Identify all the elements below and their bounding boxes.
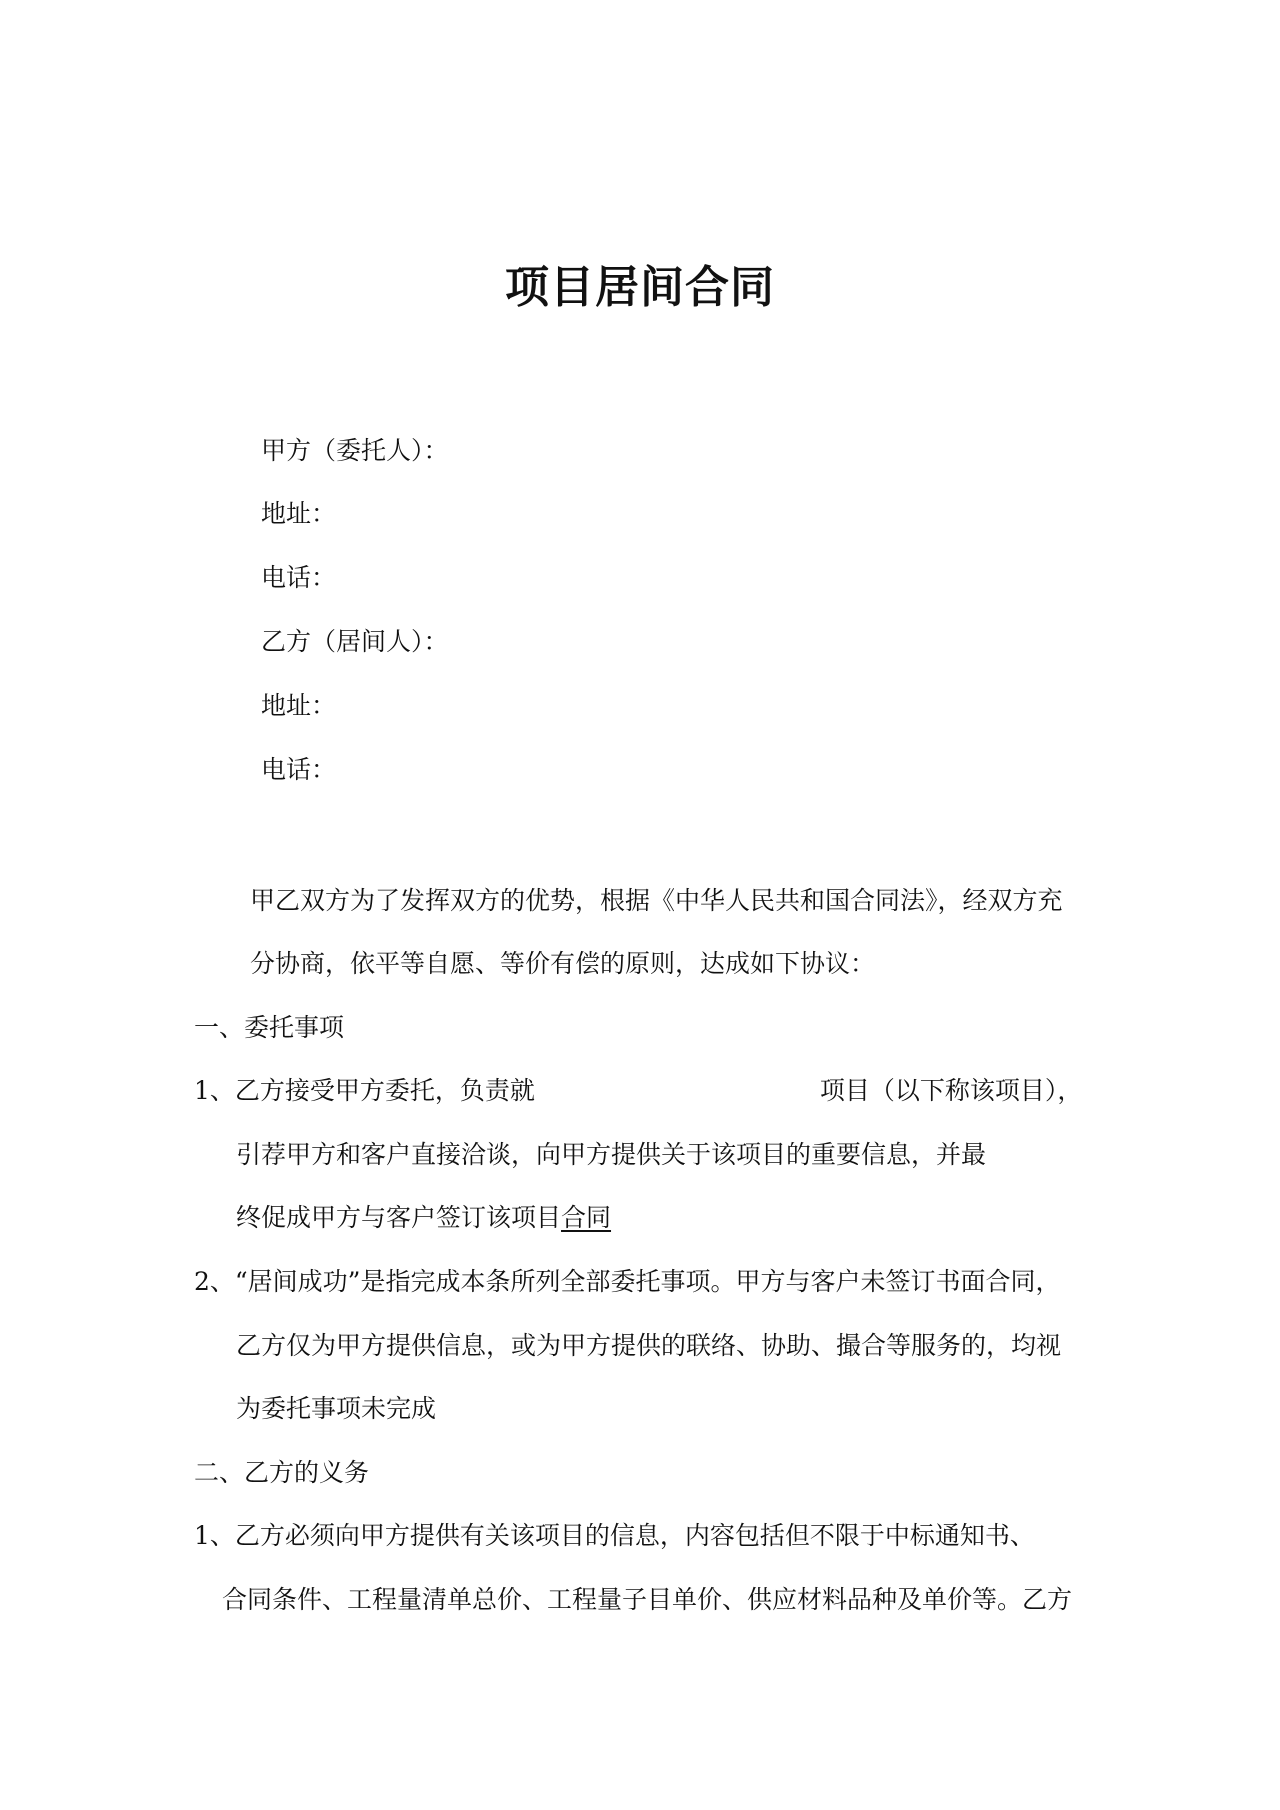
item-1-line-1-start: 1、乙方接受甲方委托，负责就 (194, 1076, 535, 1105)
preamble-line-2: 分协商，依平等自愿、等价有偿的原则，达成如下协议： (250, 949, 876, 978)
section-1-item-2-line-1: 2、“居间成功”是指完成本条所列全部委托事项。甲方与客户未签订书面合同， (194, 1267, 1061, 1296)
section-1-item-1-line-1 (194, 1073, 1082, 1109)
section-2-heading: 二、乙方的义务 (194, 1458, 370, 1487)
section-2-item-1-line-1: 1、乙方必须向甲方提供有关该项目的信息，内容包括但不限于中标通知书、 (194, 1521, 1035, 1550)
party-a-address-label: 地址： (261, 499, 337, 528)
section-1-item-1-line-2: 引荐甲方和客户直接洽谈，向甲方提供关于该项目的重要信息，并最 (236, 1140, 987, 1169)
party-a-phone-label: 电话： (261, 563, 337, 592)
section-1-item-2-line-2: 乙方仅为甲方提供信息，或为甲方提供的联络、协助、撮合等服务的，均视 (236, 1331, 1062, 1360)
document-title: 项目居间合同 (505, 262, 775, 313)
contract-underlined-text: 合同 (561, 1203, 612, 1232)
party-b-address-label: 地址： (261, 691, 337, 720)
preamble-line-1: 甲乙双方为了发挥双方的优势，根据《中华人民共和国合同法》，经双方充 (250, 886, 1063, 915)
item-1-line-1-end: 项目（以下称该项目）， (819, 1076, 1083, 1105)
party-a-label: 甲方（委托人）： (261, 436, 449, 465)
section-1-item-1-line-3 (236, 1200, 611, 1236)
party-b-label: 乙方（居间人）： (261, 627, 449, 656)
section-2-item-1-line-2: 合同条件、工程量清单总价、工程量子目单价、供应材料品种及单价等。乙方 (222, 1585, 1073, 1614)
party-b-phone-label: 电话： (261, 755, 337, 784)
section-1-heading: 一、委托事项 (194, 1013, 345, 1042)
section-1-item-2-line-3: 为委托事项未完成 (236, 1394, 437, 1423)
item-1-line-3-start: 终促成甲方与客户签订该项目 (236, 1203, 562, 1232)
